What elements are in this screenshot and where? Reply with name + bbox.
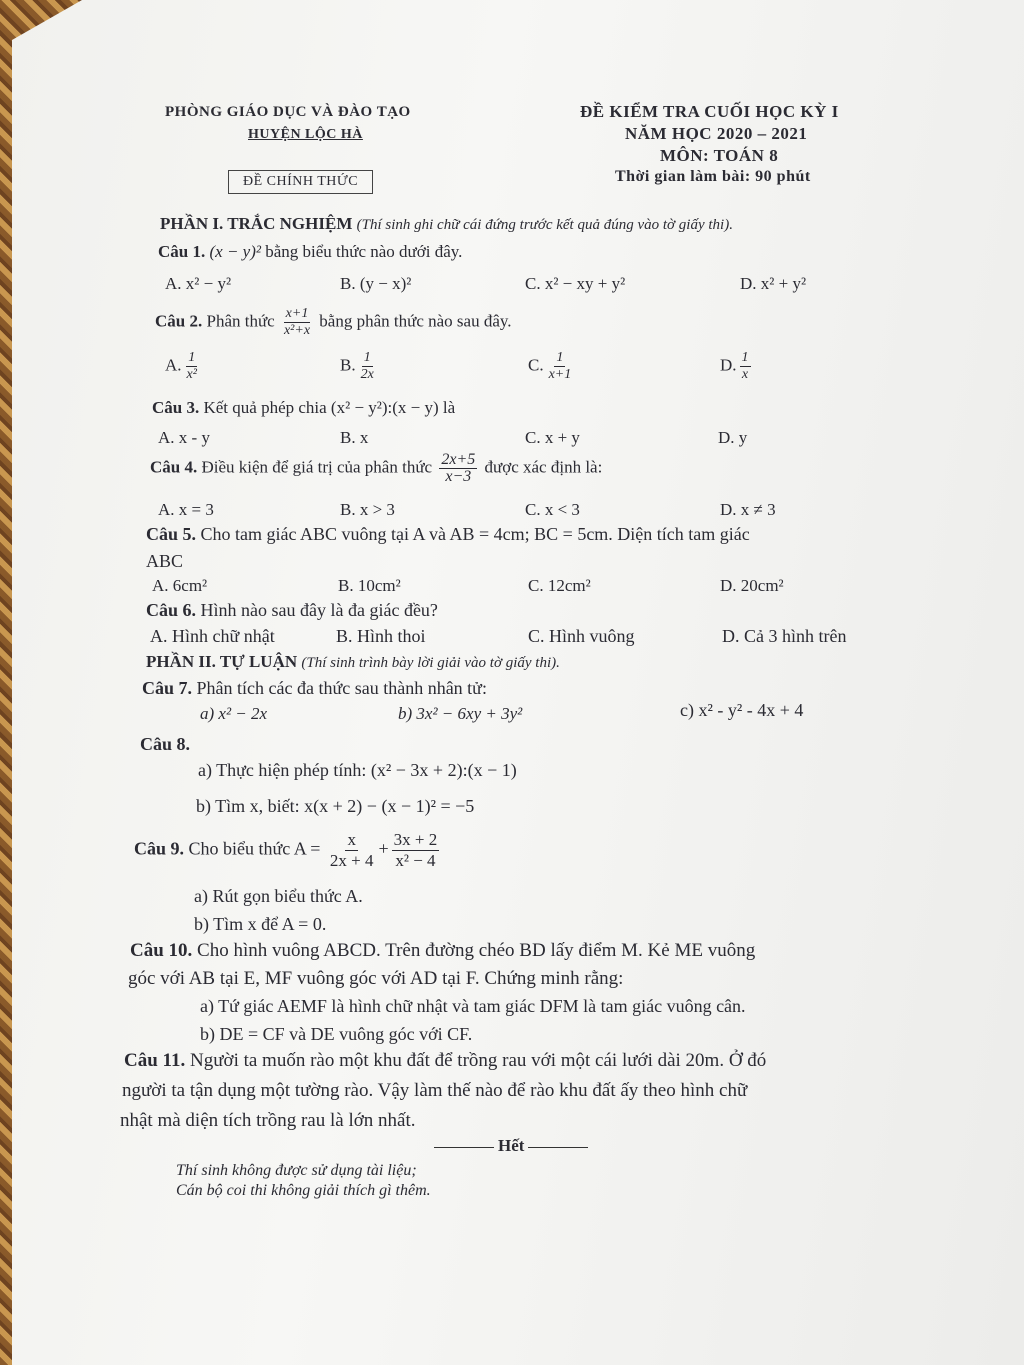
q5-text: Cho tam giác ABC vuông tại A và AB = 4cm; BC = 5cm. Diện tích tam giác	[200, 524, 750, 544]
q6-option-d: D. Cả 3 hình trên	[722, 626, 847, 646]
question-6	[146, 600, 438, 621]
q9-label: Câu 9.	[134, 838, 185, 859]
official-exam-stamp: ĐỀ CHÍNH THỨC	[228, 170, 373, 194]
q9-plus: +	[378, 838, 389, 859]
q3-option-c: C. x + y	[525, 428, 580, 447]
q10-part-a: a) Tứ giác AEMF là hình chữ nhật và tam giác DFM là tam giác vuông cân.	[200, 996, 746, 1016]
q3-label: Câu 3.	[152, 398, 200, 417]
q9-fraction-2	[392, 830, 440, 871]
q8-label: Câu 8.	[140, 734, 191, 754]
q1-option-b: B. (y − x)²	[340, 274, 412, 293]
q9-fraction-1	[328, 830, 376, 871]
district-name: HUYỆN LỘC HÀ	[248, 127, 363, 142]
q11-text-continued-1: người ta tận dụng một tường rào. Vậy làm thế nào để rào khu đất ấy theo hình chữ	[122, 1080, 748, 1101]
q2-c-fraction	[547, 350, 574, 383]
q7-label: Câu 7.	[142, 678, 193, 698]
q2-option-d	[720, 350, 754, 383]
question-9	[134, 830, 442, 871]
end-marker	[430, 1136, 592, 1156]
footer-note-1: Thí sinh không được sử dụng tài liệu;	[176, 1162, 417, 1179]
q5-option-c: C. 12cm²	[528, 576, 591, 595]
q1-option-c: C. x² − xy + y²	[525, 274, 626, 293]
part2-title: PHẦN II. TỰ LUẬN	[146, 652, 298, 671]
q2-numerator: x+1	[285, 306, 309, 321]
q6-option-a: A. Hình chữ nhật	[150, 626, 275, 646]
part1-title: PHẦN I. TRẮC NGHIỆM	[160, 214, 353, 233]
end-line-left	[434, 1147, 494, 1148]
q2-a-denominator: x²	[186, 367, 197, 382]
q10-text: Cho hình vuông ABCD. Trên đường chéo BD lấy điểm M. Kẻ ME vuông	[197, 940, 756, 961]
q2-option-c	[528, 350, 576, 383]
q1-option-d: D. x² + y²	[740, 274, 807, 293]
q2-a-label: A.	[165, 355, 182, 375]
q6-option-b: B. Hình thoi	[336, 626, 426, 646]
q9-f2-denominator: x² − 4	[395, 851, 436, 870]
q5-option-b: B. 10cm²	[338, 576, 401, 595]
q2-d-fraction	[740, 350, 751, 383]
q2-b-fraction	[359, 350, 376, 383]
q8-part-b: b) Tìm x, biết: x(x + 2) − (x − 1)² = −5	[196, 796, 475, 816]
q2-c-label: C.	[528, 355, 544, 375]
exam-title: ĐỀ KIỂM TRA CUỐI HỌC KỲ I	[580, 102, 839, 121]
q2-b-numerator: 1	[363, 350, 371, 365]
q2-pre-text: Phân thức	[206, 311, 275, 331]
q2-b-denominator: 2x	[360, 367, 374, 382]
q2-label: Câu 2.	[155, 311, 203, 331]
q9-pre-text: Cho biểu thức A =	[188, 838, 321, 859]
q5-option-d: D. 20cm²	[720, 576, 784, 595]
q7-part-c: c) x² - y² - 4x + 4	[680, 700, 804, 720]
q2-option-a	[165, 350, 202, 383]
question-3	[152, 398, 455, 418]
q1-label: Câu 1.	[158, 242, 206, 261]
q3-option-a: A. x - y	[158, 428, 210, 447]
q11-label: Câu 11.	[124, 1050, 186, 1071]
q6-text: Hình nào sau đây là đa giác đều?	[200, 600, 438, 620]
q3-text: Kết quả phép chia (x² − y²):(x − y) là	[203, 398, 456, 417]
q2-option-b	[340, 350, 379, 383]
part2-heading	[146, 652, 560, 672]
footer-note-2: Cán bộ coi thi không giải thích gì thêm.	[176, 1182, 431, 1199]
q2-c-denominator: x+1	[548, 367, 572, 382]
q6-option-c: C. Hình vuông	[528, 626, 635, 646]
q9-f2-numerator: 3x + 2	[393, 830, 438, 849]
q4-option-c: C. x < 3	[525, 500, 580, 519]
subject: MÔN: TOÁN 8	[660, 146, 779, 165]
q3-option-b: B. x	[340, 428, 369, 447]
department-name: PHÒNG GIÁO DỤC VÀ ĐÀO TẠO	[165, 104, 411, 120]
q5-label: Câu 5.	[146, 524, 197, 544]
q5-option-a: A. 6cm²	[152, 576, 208, 595]
question-1	[158, 242, 462, 262]
time-limit: Thời gian làm bài: 90 phút	[615, 168, 811, 185]
q3-option-d: D. y	[718, 428, 748, 447]
q1-option-a: A. x² − y²	[165, 274, 232, 293]
q6-label: Câu 6.	[146, 600, 197, 620]
q7-part-a: a) x² − 2x	[200, 704, 268, 723]
q1-text: bằng biểu thức nào dưới đây.	[265, 242, 463, 261]
q9-part-b: b) Tìm x để A = 0.	[194, 914, 327, 934]
q2-post-text: bằng phân thức nào sau đây.	[319, 311, 512, 331]
q4-pre-text: Điều kiện để giá trị của phân thức	[201, 457, 433, 477]
q2-d-denominator: x	[741, 367, 749, 382]
q7-text: Phân tích các đa thức sau thành nhân tử:	[196, 678, 487, 698]
q2-a-fraction	[185, 350, 199, 383]
question-11	[124, 1050, 766, 1072]
question-2	[155, 306, 512, 339]
q9-part-a: a) Rút gọn biểu thức A.	[194, 886, 363, 906]
q10-text-continued: góc với AB tại E, MF vuông góc với AD tại F. Chứng minh rằng:	[128, 968, 624, 989]
q11-text: Người ta muốn rào một khu đất để trồng rau với một cái lưới dài 20m. Ở đó	[190, 1050, 767, 1071]
part2-note: (Thí sinh trình bày lời giải vào tờ giấy thi).	[301, 655, 560, 671]
q4-denominator: x−3	[445, 468, 472, 485]
q1-expression: (x − y)²	[209, 242, 261, 261]
question-10	[130, 940, 755, 962]
end-text: Hết	[498, 1136, 525, 1155]
q2-a-numerator: 1	[188, 350, 196, 365]
part1-heading	[160, 214, 733, 234]
q4-option-d: D. x ≠ 3	[720, 500, 776, 519]
q4-option-b: B. x > 3	[340, 500, 395, 519]
question-5	[146, 524, 750, 545]
q2-c-numerator: 1	[556, 350, 564, 365]
q2-denominator: x²+x	[283, 323, 311, 338]
q2-d-label: D.	[720, 355, 737, 375]
question-4	[150, 452, 602, 485]
q11-text-continued-2: nhật mà diện tích trồng rau là lớn nhất.	[120, 1110, 416, 1131]
end-line-right	[528, 1147, 588, 1148]
q5-text-continued: ABC	[146, 551, 184, 571]
q4-numerator: 2x+5	[441, 451, 476, 468]
q9-f1-denominator: 2x + 4	[329, 851, 374, 870]
q4-post-text: được xác định là:	[484, 457, 603, 477]
q2-d-numerator: 1	[741, 350, 749, 365]
q2-fraction	[282, 306, 312, 339]
q4-label: Câu 4.	[150, 457, 198, 477]
q7-part-b: b) 3x² − 6xy + 3y²	[398, 704, 523, 723]
q2-b-label: B.	[340, 355, 356, 375]
q4-fraction	[439, 452, 477, 485]
question-7	[142, 678, 487, 699]
school-year: NĂM HỌC 2020 – 2021	[625, 124, 808, 143]
q9-f1-numerator: x	[347, 830, 356, 849]
q10-part-b: b) DE = CF và DE vuông góc với CF.	[200, 1024, 473, 1044]
q10-label: Câu 10.	[130, 940, 193, 961]
q4-option-a: A. x = 3	[158, 500, 214, 519]
q8-part-a: a) Thực hiện phép tính: (x² − 3x + 2):(x − 1)	[198, 760, 517, 780]
part1-note: (Thí sinh ghi chữ cái đứng trước kết quả đúng vào tờ giấy thi).	[356, 217, 733, 233]
